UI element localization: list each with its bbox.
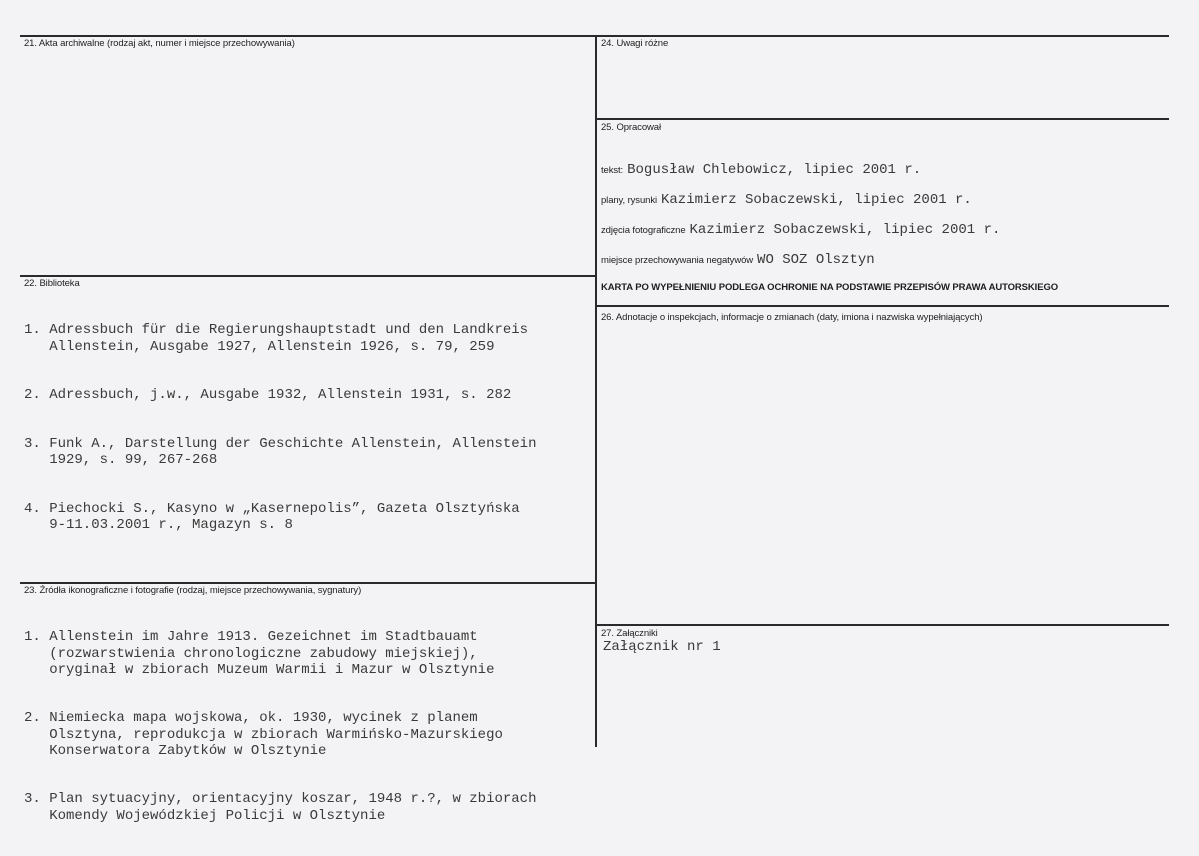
library-entry: 4. Piechocki S., Kasyno w „Kasernepolis”, Gazeta Olsztyńska 9-11.03.2001 r., Magazyn s. 8	[24, 500, 520, 533]
iconography-entry: 3. Plan sytuacyjny, orientacyjny koszar, 1948 r.?, w zbiorach Komendy Wojewódzkiej Policji w Olsztynie	[24, 791, 537, 824]
rule-21-22	[20, 275, 597, 277]
library-entry: 3. Funk A., Darstellung der Geschichte Allenstein, Allenstein 1929, s. 99, 267-268	[24, 435, 537, 469]
credit-photos-row	[601, 220, 1000, 238]
column-divider	[595, 35, 597, 747]
credit-plans-value: Kazimierz Sobaczewski, lipiec 2001 r.	[660, 192, 972, 208]
attachment-value: Załącznik nr 1	[603, 639, 721, 655]
iconography-entry: 2. Niemiecka mapa wojskowa, ok. 1930, wycinek z planem Olsztyna, reprodukcja w zbiorach Warmińsko-Mazurskiego Konserwatora Zabytków w Olsztynie	[24, 710, 503, 759]
library-entry: 2. Adressbuch, j.w., Ausgabe 1932, Allenstein 1931, s. 282	[24, 387, 512, 404]
section-23-label: 23. Źródła ikonograficzne i fotografie (rodzaj, miejsce przechowywania, sygnatury)	[24, 585, 362, 596]
credit-negatives-value: WO SOZ Olsztyn	[757, 252, 875, 268]
iconography-entry: 1. Allenstein im Jahre 1913. Gezeichnet im Stadtbauamt (rozwarstwienia chronologiczne zabudowy miejskiej), oryginał w zbiorach Muzeum Warmii i Mazur w Olsztynie	[24, 629, 495, 678]
section-24-label: 24. Uwagi różne	[601, 38, 669, 49]
section-21-label: 21. Akta archiwalne (rodzaj akt, numer i miejsce przechowywania)	[24, 38, 295, 49]
iconography-list	[24, 597, 536, 856]
credit-plans-label: plany, rysunki	[601, 195, 657, 206]
credit-photos-label: zdjęcia fotograficzne	[601, 225, 686, 236]
section-25-label: 25. Opracował	[601, 122, 661, 133]
credit-negatives-row	[601, 250, 875, 268]
credit-text-value: Bogusław Chlebowicz, lipiec 2001 r.	[627, 162, 922, 178]
rule-25-26	[597, 305, 1169, 307]
library-entry: 1. Adressbuch für die Regierungshauptstadt und den Landkreis Allenstein, Ausgabe 1927, Allenstein 1926, s. 79, 259	[24, 322, 529, 355]
credit-negatives-label: miejsce przechowywania negatywów	[601, 255, 754, 266]
rule-24-25	[597, 118, 1169, 120]
credit-plans-row	[601, 190, 972, 208]
rule-26-27	[597, 624, 1169, 626]
copyright-notice: KARTA PO WYPEŁNIENIU PODLEGA OCHRONIE NA PODSTAWIE PRZEPISÓW PRAWA AUTORSKIEGO	[601, 282, 1059, 293]
rule-22-23	[20, 582, 597, 584]
section-26-label: 26. Adnotacje o inspekcjach, informacje o zmianach (daty, imiona i nazwiska wypełniających)	[601, 312, 983, 323]
credit-text-label: tekst:	[601, 165, 624, 176]
credit-text-row	[601, 160, 921, 178]
section-27-label: 27. Załączniki	[601, 628, 658, 639]
credit-photos-value: Kazimierz Sobaczewski, lipiec 2001 r.	[689, 222, 1001, 238]
library-list	[24, 290, 536, 565]
section-22-label: 22. Biblioteka	[24, 278, 80, 289]
